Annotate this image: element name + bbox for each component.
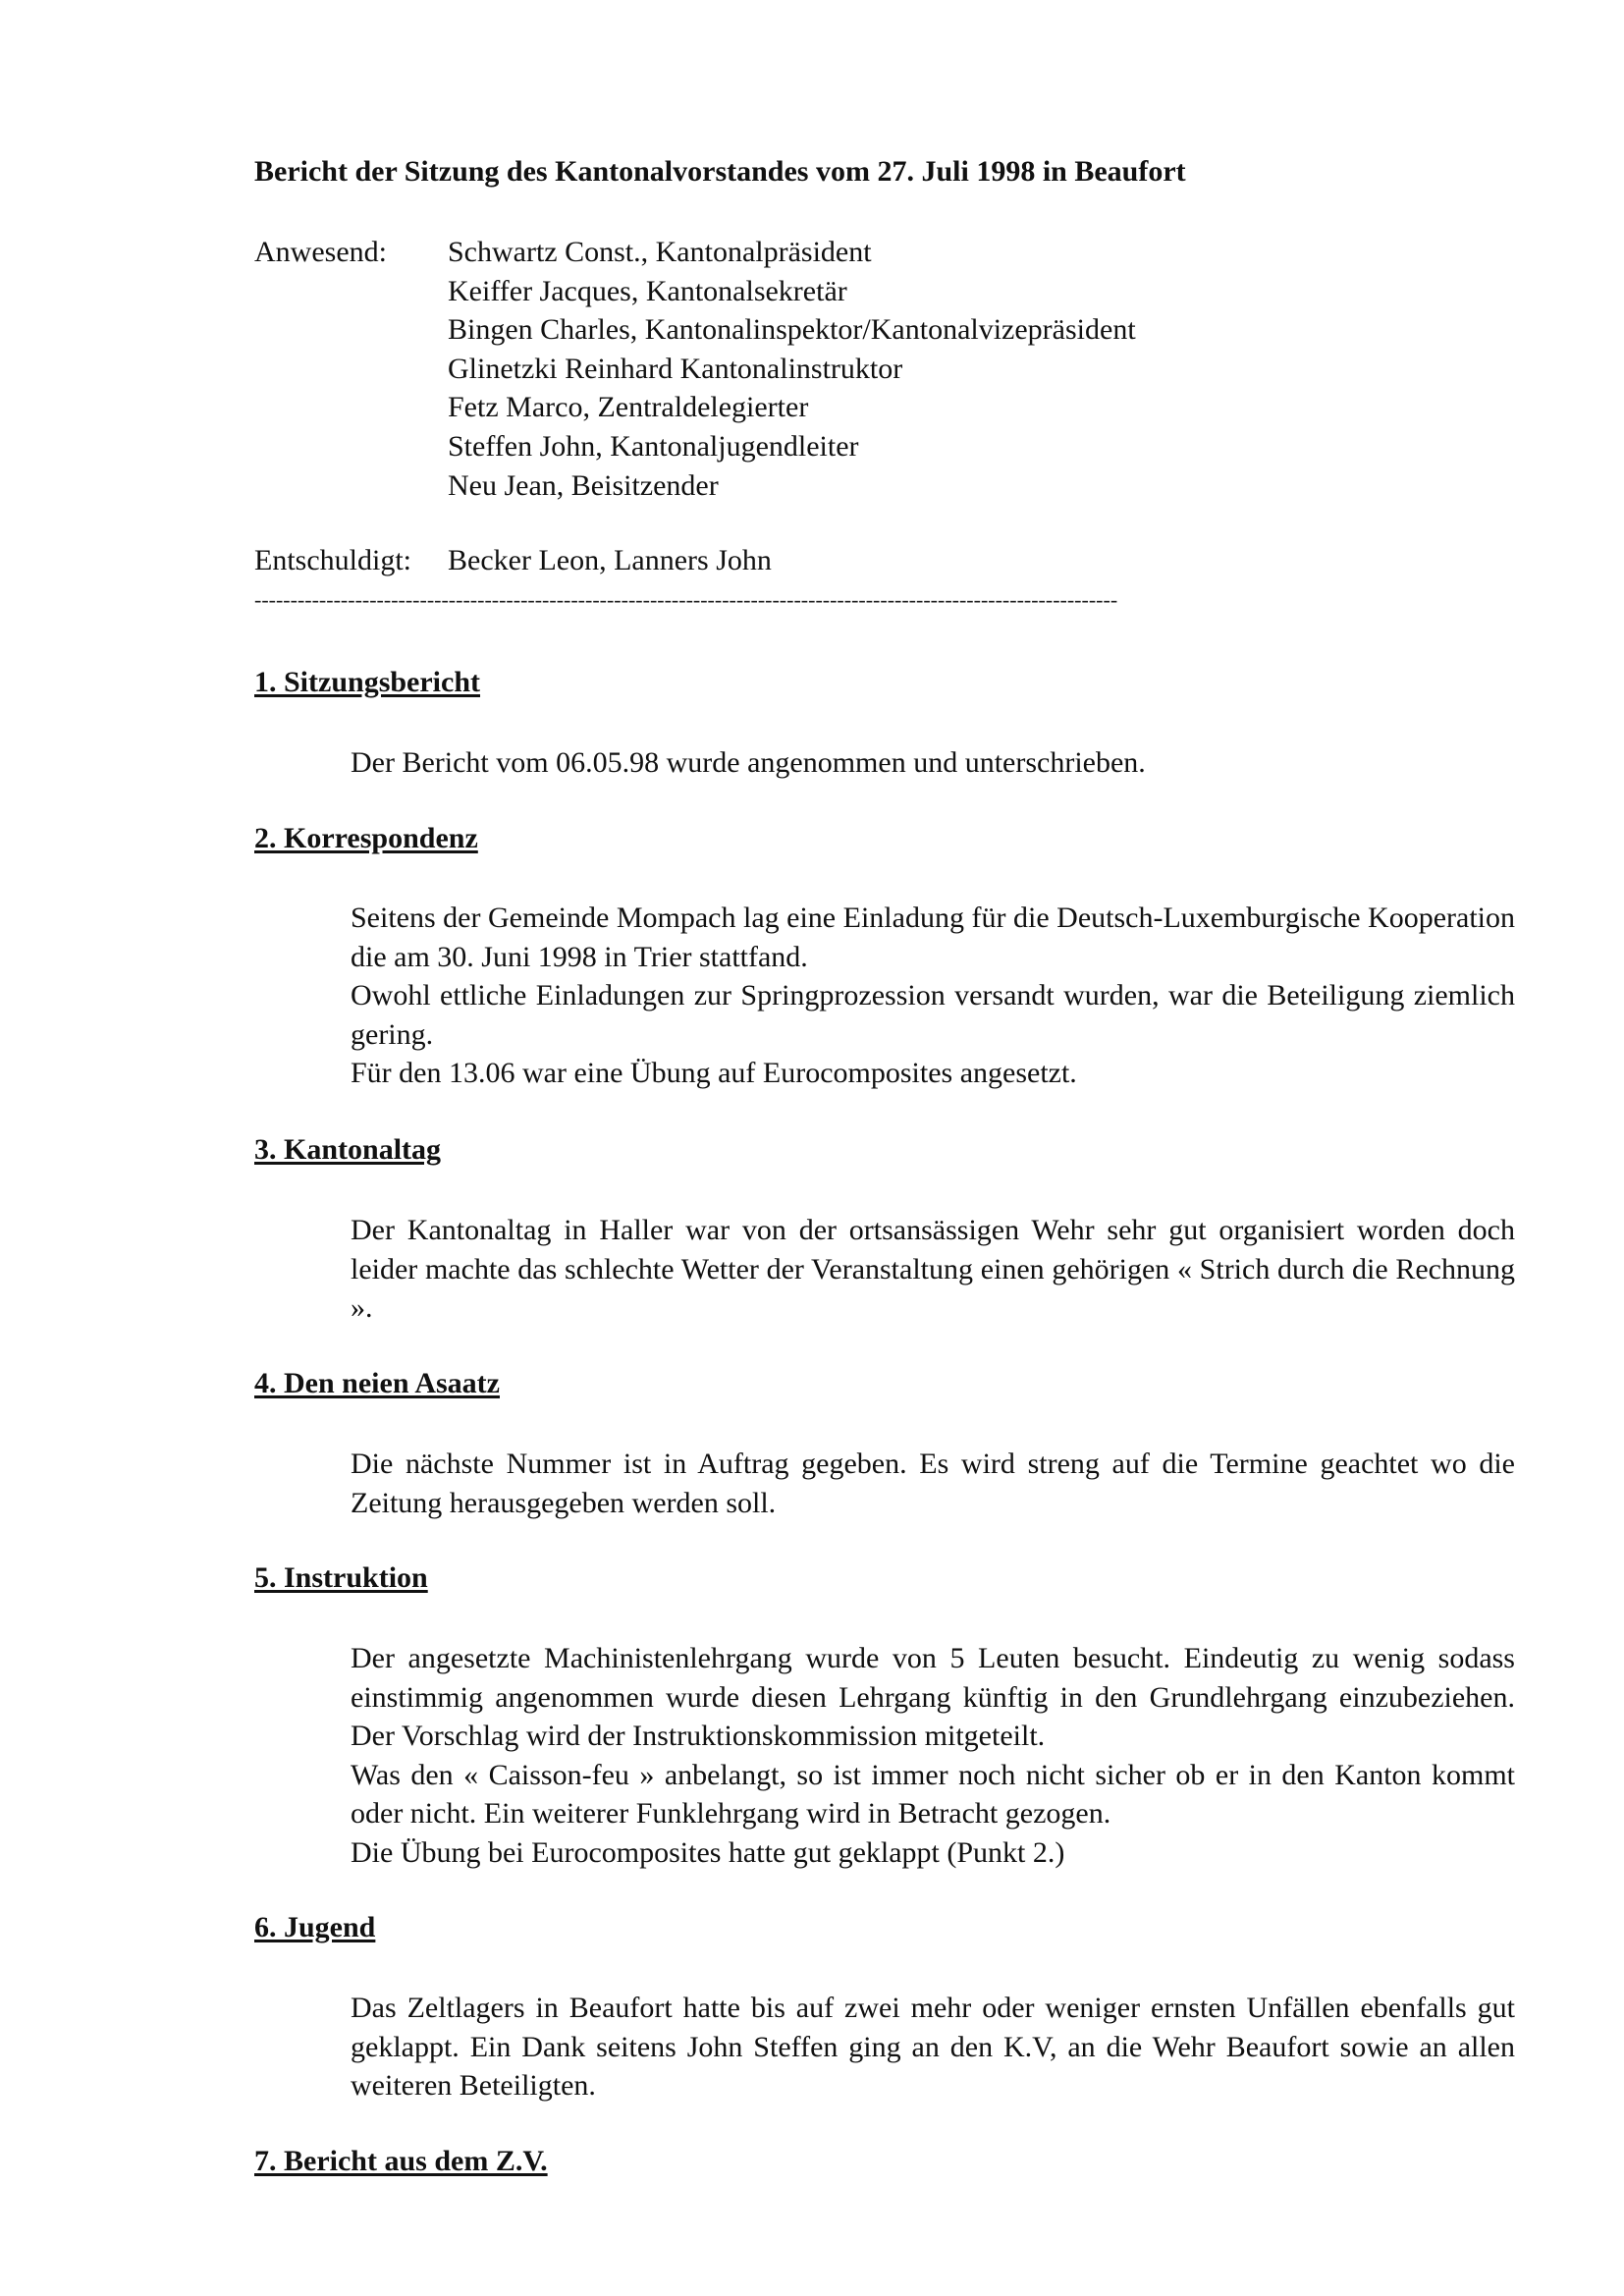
section-body-sitzungsbericht [351,743,1515,783]
paragraph: Der angesetzte Machinistenlehrgang wurde von 5 Leuten besucht. Eindeutig zu wenig sodass einstimmig angenommen wurde diesen Lehrgang künftig in den Grundlehrgang einzubeziehen. Der Vorschlag wird der Instruktionskommission mitgeteilt. [351,1642,1515,1753]
attendance-list [448,233,1136,505]
section-heading-jugend: 6. Jugend [254,1911,376,1943]
attendee: Steffen John, Kantonaljugendleiter [448,429,859,463]
section-body-den-neien-asaatz [351,1445,1515,1522]
section-body-kantonaltag [351,1211,1515,1328]
excused-label: Entschuldigt: [254,544,411,576]
excused-names: Becker Leon, Lanners John [448,544,772,576]
section-heading-instruktion: 5. Instruktion [254,1561,428,1594]
section-body-instruktion [351,1639,1515,1873]
section-body-korrespondenz [351,899,1515,1093]
attendee: Neu Jean, Beisitzender [448,468,719,502]
paragraph: Owohl ettliche Einladungen zur Springprozession versandt wurden, war die Beteiligung ziemlich gering. [351,979,1515,1051]
paragraph: Der Bericht vom 06.05.98 wurde angenommen und unterschrieben. [351,746,1146,779]
section-heading-korrespondenz: 2. Korrespondenz [254,822,478,854]
attendee: Schwartz Const., Kantonalpräsident [448,236,872,268]
paragraph: Die Übung bei Eurocomposites hatte gut geklappt (Punkt 2.) [351,1835,1065,1869]
paragraph: Seitens der Gemeinde Mompach lag eine Einladung für die Deutsch-Luxemburgische Kooperation die am 30. Juni 1998 in Trier stattfand. [351,902,1515,973]
paragraph: Der Kantonaltag in Haller war von der ortsansässigen Wehr sehr gut organisiert worden doch leider machte das schlechte Wetter der Veranstaltung einen gehörigen « Strich durch die Rechnung ». [351,1214,1515,1325]
section-heading-bericht-aus-dem-zv: 7. Bericht aus dem Z.V. [254,2145,548,2177]
section-heading-den-neien-asaatz: 4. Den neien Asaatz [254,1367,500,1399]
attendee: Fetz Marco, Zentraldelegierter [448,391,809,424]
paragraph: Die nächste Nummer ist in Auftrag gegeben. Es wird streng auf die Termine geachtet wo die Zeitung herausgegeben werden soll. [351,1448,1515,1519]
attendance-block [254,233,1136,505]
attendee: Keiffer Jacques, Kantonalsekretär [448,274,847,307]
attendance-label: Anwesend: [254,236,387,268]
document-title: Bericht der Sitzung des Kantonalvorstandes vom 27. Juli 1998 in Beaufort [254,155,1186,188]
paragraph: Das Zeltlagers in Beaufort hatte bis auf zwei mehr oder weniger ernsten Unfällen ebenfalls gut geklappt. Ein Dank seitens John Steffen ging an den K.V, an die Wehr Beaufort sowie an allen weiteren Beteiligten. [351,1992,1515,2103]
section-body-jugend [351,1989,1515,2105]
attendee: Bingen Charles, Kantonalinspektor/Kantonalvizepräsident [448,313,1136,347]
separator-line: ------------------------------------------------------------------------------------------------------------------------ [254,587,1118,612]
section-heading-sitzungsbericht: 1. Sitzungsbericht [254,666,481,698]
section-heading-kantonaltag: 3. Kantonaltag [254,1133,442,1166]
excused-block [254,544,772,577]
paragraph: Für den 13.06 war eine Übung auf Eurocomposites angesetzt. [351,1057,1077,1090]
paragraph: Was den « Caisson-feu » anbelangt, so ist immer noch nicht sicher ob er in den Kanton kommt oder nicht. Ein weiterer Funklehrgang wird in Betracht gezogen. [351,1758,1515,1831]
attendee: Glinetzki Reinhard Kantonalinstruktor [448,352,903,385]
